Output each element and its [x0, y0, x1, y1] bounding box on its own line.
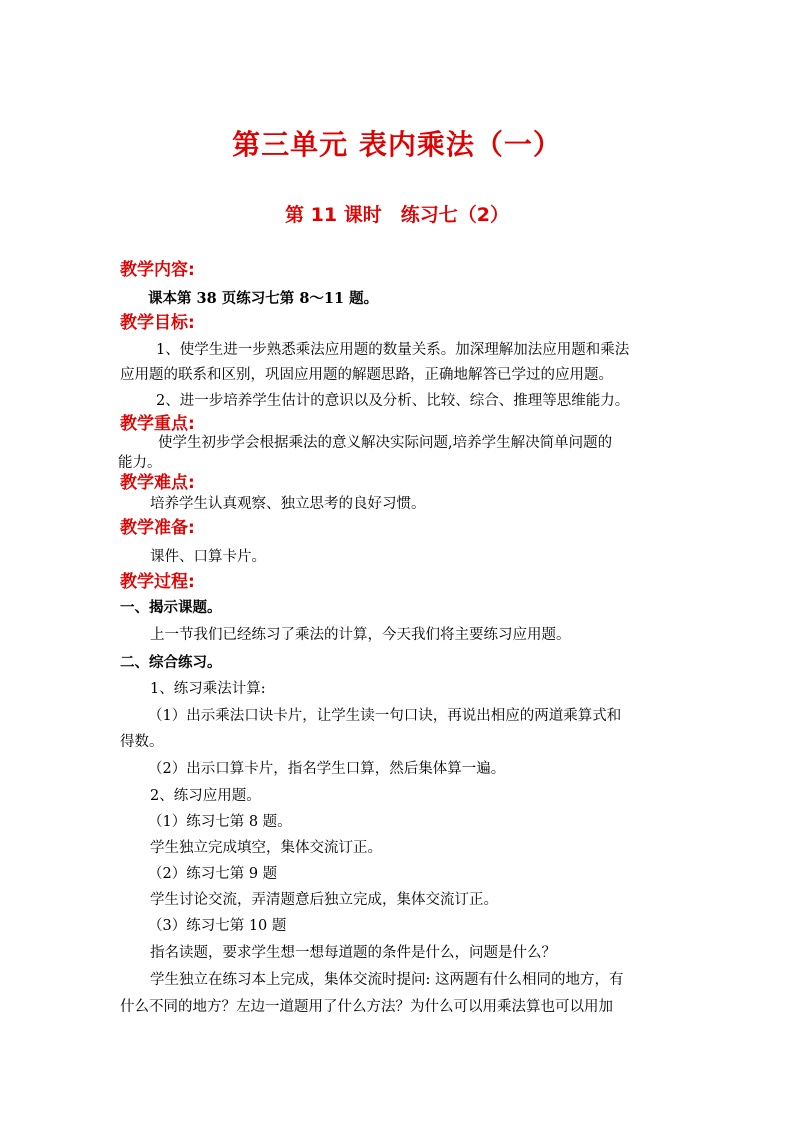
key-point-line-2: 能力。 [118, 455, 162, 471]
step-2-item-1: 1、练习乘法计算: [150, 681, 266, 697]
difficult-point-heading: 教学难点: [120, 473, 195, 493]
key-point-line-1: 使学生初步学会根据乘法的意义解决实际问题,培养学生解决简单问题的 [158, 435, 613, 451]
step-2-item-1b: （2）出示口算卡片，指名学生口算，然后集体算一遍。 [148, 761, 506, 777]
step-2-item-1a-line-2: 得数。 [120, 734, 164, 750]
page-title: 第三单元 表内乘法（一） [232, 128, 562, 161]
step-1-text: 上一节我们已经练习了乘法的计算，今天我们将主要练习应用题。 [150, 627, 571, 643]
step-2-item-2a: （1）练习七第 8 题。 [148, 814, 292, 830]
goal-1-line-2: 应用题的联系和区别，巩固应用题的解题思路，正确地解答已学过的应用题。 [120, 367, 613, 383]
step-2-item-2c-text-1: 指名读题，要求学生想一想每道题的条件是什么，问题是什么？ [150, 945, 556, 961]
step-2-item-2b-text: 学生讨论交流，弄清题意后独立完成，集体交流订正。 [150, 892, 498, 908]
process-heading: 教学过程: [120, 572, 195, 592]
content-heading: 教学内容: [120, 260, 195, 280]
goal-1-line-1: 1、使学生进一步熟悉乘法应用题的数量关系。加深理解加法应用题和乘法 [156, 342, 630, 358]
step-2-item-2a-text: 学生独立完成填空，集体交流订正。 [150, 840, 382, 856]
step-2-item-2c: （3）练习七第 10 题 [148, 918, 287, 934]
preparation-text: 课件、口算卡片。 [150, 549, 266, 565]
step-2-item-1a-line-1: （1）出示乘法口诀卡片，让学生读一句口诀，再说出相应的两道乘算式和 [148, 708, 622, 724]
step-2-item-2b: （2）练习七第 9 题 [148, 866, 278, 882]
content-text: 课本第 38 页练习七第 8～11 题。 [148, 290, 379, 307]
step-2-item-2c-text-2-line-2: 什么不同的地方？左边一道题用了什么方法？为什么可以用乘法算也可以用加 [120, 999, 613, 1015]
step-2-item-2c-text-2-line-1: 学生独立在练习本上完成，集体交流时提问: 这两题有什么相同的地方，有 [150, 972, 624, 988]
difficult-point-text: 培养学生认真观察、独立思考的良好习惯。 [150, 496, 426, 512]
step-2-item-2: 2、练习应用题。 [150, 788, 261, 804]
goals-heading: 教学目标: [120, 313, 195, 333]
key-point-heading: 教学重点: [120, 414, 195, 434]
preparation-heading: 教学准备: [120, 518, 195, 538]
step-2-heading: 二、综合练习。 [120, 654, 222, 671]
goal-2: 2、进一步培养学生估计的意识以及分析、比较、综合、推理等思维能力。 [156, 393, 630, 409]
lesson-subtitle: 第 11 课时 练习七（2） [285, 204, 509, 226]
step-1-heading: 一、揭示课题。 [120, 599, 222, 616]
